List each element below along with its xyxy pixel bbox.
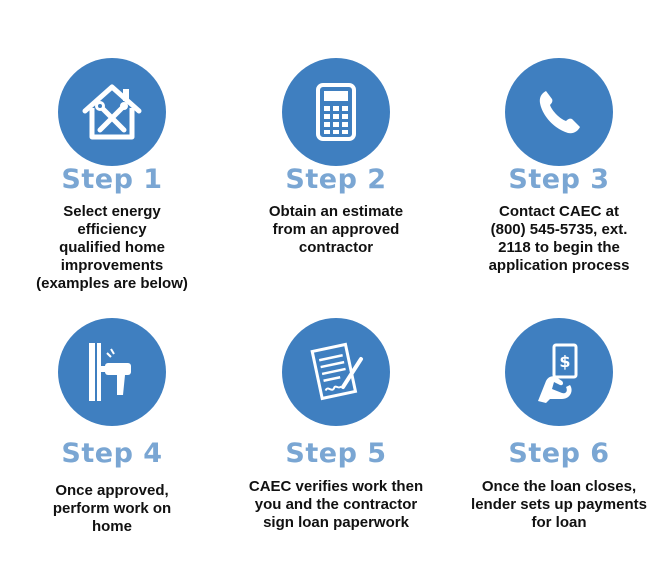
step-3-description: Contact CAEC at (800) 545-5735, ext. 2118 to begin the application process [488,203,630,274]
hand-payment-icon [524,337,594,407]
step-1-title: Step 1 [61,164,163,195]
step-3-title: Step 3 [508,164,610,195]
step-2-description: Obtain an estimate from an approved contractor [268,203,404,256]
step-6-description: Once the loan closes, lender sets up payments for loan [471,478,647,531]
step-4-title: Step 4 [61,438,163,469]
step-5-circle [282,318,390,426]
drill-icon [77,337,147,407]
step-1-description: Select energy efficiency qualified home improvements (examples are below) [36,203,188,292]
step-5-title: Step 5 [285,438,387,469]
step-4-circle [58,318,166,426]
step-4 [0,0,224,561]
step-6-title: Step 6 [508,438,610,469]
step-5-description: CAEC verifies work then you and the contractor sign loan paperwork [248,478,424,531]
svg-text:$: $ [559,352,571,371]
signing-document-icon [301,337,371,407]
step-6 [447,0,671,561]
step-4-description: Once approved, perform work on home [52,482,172,535]
step-6-circle [505,318,613,426]
step-2-title: Step 2 [285,164,387,195]
step-5 [224,0,448,561]
